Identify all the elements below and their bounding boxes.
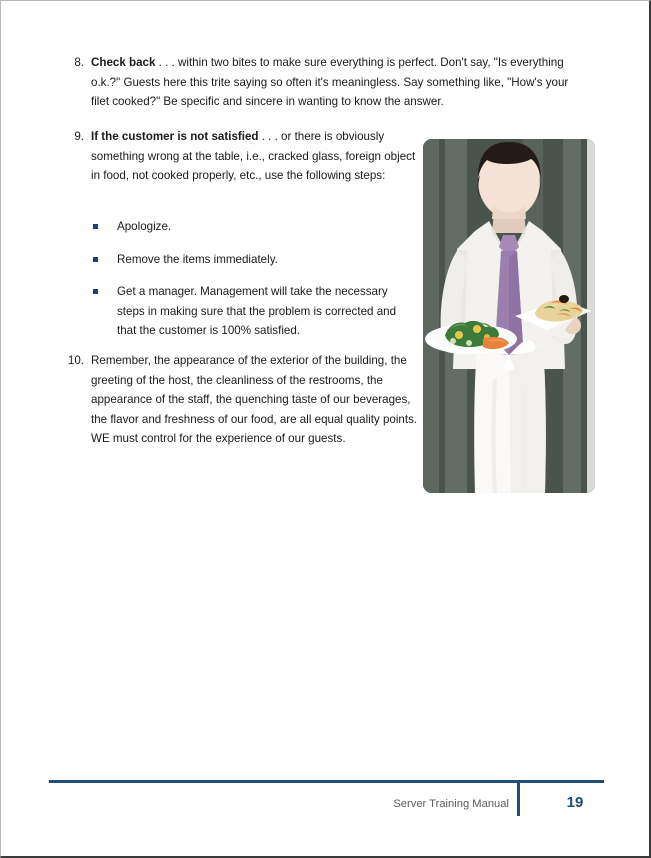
square-bullet-icon [93, 224, 98, 229]
list-item-lead: If the customer is not satisfied [91, 130, 259, 143]
square-bullet-icon [93, 289, 98, 294]
list-item [58, 127, 418, 186]
list-item-number: 10. [67, 354, 84, 367]
list-item-number: 9. [74, 130, 84, 143]
list-item-lead: Check back [91, 56, 156, 69]
list-item-number: 8. [74, 56, 84, 69]
page-footer [1, 780, 651, 840]
bullet-text: Remove the items immediately. [117, 252, 278, 266]
list-item-body [91, 351, 418, 449]
list-item [93, 217, 403, 237]
bullet-list [93, 217, 403, 341]
list-item-body [91, 53, 583, 112]
footer-divider-line [49, 780, 604, 783]
list-item [58, 53, 583, 112]
list-item-text: . . . within two bites to make sure everything is perfect. Don't say, "Is everything o.k.?" Guests here this trite saying so often it's meaningless. Say something like, "How's your filet cooked?" Be specific and sincere in wanting to know the answer. [91, 56, 569, 109]
waiter-illustration [423, 139, 595, 493]
bullet-text: Get a manager. Management will take the necessary steps in making sure that the problem is corrected and that the customer is 100% satisfied. [117, 285, 397, 338]
list-item [93, 250, 403, 270]
footer-manual-title: Server Training Manual [393, 798, 509, 810]
list-item-text: Remember, the appearance of the exterior of the building, the greeting of the host, the cleanliness of the restrooms, the appearance of the staff, the quenching taste of our beverages, the flavor and freshness of our food, are all equal quality points. WE must control for the experience of our guests. [91, 354, 418, 446]
page-number: 19 [566, 794, 584, 811]
list-item [58, 351, 418, 449]
footer-vertical-separator [517, 783, 520, 816]
list-item [93, 282, 403, 341]
list-item-body [91, 127, 418, 186]
bullet-text: Apologize. [117, 220, 172, 233]
square-bullet-icon [93, 257, 98, 262]
list-item-text: . . . or there is obviously something wrong at the table, i.e., cracked glass, foreign object in food, not cooked properly, etc., use the following steps: [91, 130, 416, 183]
